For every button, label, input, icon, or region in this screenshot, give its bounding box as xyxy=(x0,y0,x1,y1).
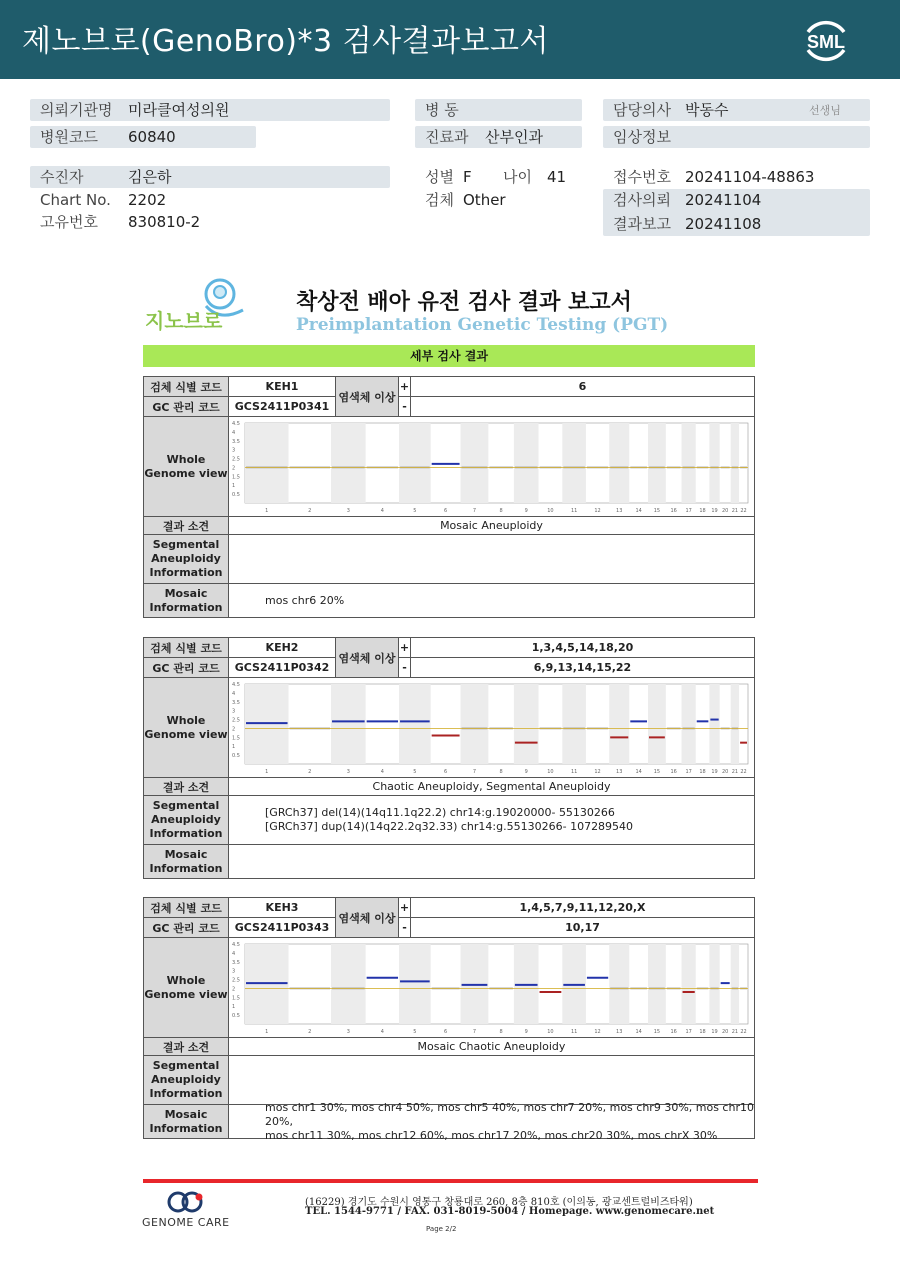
footer-contact: TEL. 1544-9771 / FAX. 031-8019-5004 / Homepage. www.genomecare.net xyxy=(305,1206,715,1217)
chromosome-tick-label: 15 xyxy=(653,769,661,775)
hospital-code-row: 병원코드 60840 xyxy=(40,128,176,146)
chromosome-band xyxy=(682,944,696,1024)
genome-chart-svg xyxy=(229,938,754,1038)
whole-genome-chart xyxy=(229,938,754,1038)
chromosome-band xyxy=(648,423,666,503)
chromosome-tick-label: 7 xyxy=(472,508,477,514)
report-main-title: 착상전 배아 유전 검사 결과 보고서 xyxy=(296,290,632,315)
chromosome-tick-label: 14 xyxy=(635,508,642,514)
doctor-row: 담당의사 박동수 선생님 xyxy=(603,99,870,121)
chromosome-tick-label: 16 xyxy=(670,769,677,775)
y-tick-label: 2.5 xyxy=(232,977,240,984)
chromosome-tick-label: 16 xyxy=(670,1029,677,1035)
department-value: 산부인과 xyxy=(485,128,543,146)
chromosome-band xyxy=(331,423,366,503)
chromosome-tick-label: 20 xyxy=(721,1029,729,1035)
chrom-abnormal-label: 염색체 이상 xyxy=(336,638,399,678)
chromosome-tick-label: 3 xyxy=(346,769,350,775)
chromosome-band xyxy=(461,684,489,764)
gc-code-value: GCS2411P0343 xyxy=(229,918,336,938)
gain-chromosomes: 1,3,4,5,14,18,20 xyxy=(411,638,754,658)
chromosome-tick-label: 2 xyxy=(308,508,312,514)
request-date-value: 20241104 xyxy=(685,191,762,209)
chromosome-tick-label: 6 xyxy=(444,1029,448,1035)
sample-id-value: KEH3 xyxy=(229,898,336,918)
mosaic-value: mos chr1 30%, mos chr4 50%, mos chr5 40%, mos chr7 20%, mos chr9 30%, mos chr10 20%, mos chr11 30%, mos chr12 60%, mos chr17 20%, mos chr20 30%, mos chrX 30% xyxy=(265,1100,754,1142)
chromosome-tick-label: 21 xyxy=(731,1029,739,1035)
chromosome-tick-label: 18 xyxy=(699,508,706,514)
chromosome-tick-label: 22 xyxy=(740,1029,747,1035)
chromosome-tick-label: 3 xyxy=(346,1029,350,1035)
chromosome-tick-label: 13 xyxy=(616,508,623,514)
specimen-value: Other xyxy=(463,191,506,209)
sample-id-label: 검체 식별 코드 xyxy=(144,638,229,658)
mosaic-label: Mosaic Information xyxy=(144,1105,229,1138)
report-date-value: 20241108 xyxy=(685,215,762,233)
mosaic-label: Mosaic Information xyxy=(144,845,229,878)
gc-code-label: GC 관리 코드 xyxy=(144,397,229,417)
chromosome-tick-label: 10 xyxy=(547,1029,554,1035)
sample-table xyxy=(143,637,755,879)
y-tick-label: 2.5 xyxy=(232,717,240,724)
chromosome-tick-label: 15 xyxy=(653,1029,661,1035)
loss-chromosomes: 10,17 xyxy=(411,918,754,938)
chromosome-tick-label: 11 xyxy=(570,508,578,514)
chrom-abnormal-label: 염색체 이상 xyxy=(336,898,399,938)
chromosome-band xyxy=(331,684,366,764)
y-tick-label: 3.5 xyxy=(232,959,240,966)
y-tick-label: 1 xyxy=(232,744,236,751)
doctor-value: 박동수 xyxy=(685,101,729,119)
gain-chromosomes: 1,4,5,7,9,11,12,20,X xyxy=(411,898,754,918)
chromosome-tick-label: 4 xyxy=(380,508,384,514)
chromosome-tick-label: 17 xyxy=(685,1029,692,1035)
chromosome-tick-label: 6 xyxy=(444,508,448,514)
chromosome-tick-label: 10 xyxy=(547,769,554,775)
chromosome-band xyxy=(514,423,539,503)
genome-chart-svg xyxy=(229,417,754,517)
chromosome-band xyxy=(731,944,739,1024)
sample-id-value: KEH1 xyxy=(229,377,336,397)
sample-id-label: 검체 식별 코드 xyxy=(144,898,229,918)
chromosome-band xyxy=(331,944,366,1024)
mosaic-value xyxy=(229,845,754,878)
y-tick-label: 4.5 xyxy=(232,421,240,427)
chromosome-band xyxy=(609,684,629,764)
gc-code-label: GC 관리 코드 xyxy=(144,918,229,938)
mosaic-label: Mosaic Information xyxy=(144,584,229,617)
segmental-label: Segmental Aneuploidy Information xyxy=(144,1056,229,1105)
result-label: 결과 소견 xyxy=(144,517,229,535)
y-tick-label: 4 xyxy=(232,429,236,436)
page-number: Page 2/2 xyxy=(426,1225,457,1233)
chromosome-tick-label: 18 xyxy=(699,769,706,775)
patient-row: 수진자 김은하 xyxy=(40,168,172,186)
y-tick-label: 3.5 xyxy=(232,699,240,706)
loss-sign: - xyxy=(399,918,411,938)
chromosome-tick-label: 19 xyxy=(711,1029,718,1035)
chromosome-tick-label: 18 xyxy=(699,1029,706,1035)
chromosome-band xyxy=(514,684,539,764)
chromosome-tick-label: 9 xyxy=(524,1029,528,1035)
y-tick-label: 2 xyxy=(232,726,236,733)
chromosome-tick-label: 19 xyxy=(711,508,718,514)
chromosome-tick-label: 3 xyxy=(346,508,350,514)
y-tick-label: 0.5 xyxy=(232,1013,240,1020)
chromosome-band xyxy=(709,423,719,503)
segmental-label: Segmental Aneuploidy Information xyxy=(144,535,229,584)
chromosome-band xyxy=(682,684,696,764)
gc-code-value: GCS2411P0342 xyxy=(229,658,336,678)
chromosome-band xyxy=(648,944,666,1024)
doctor-suffix: 선생님 xyxy=(809,104,841,117)
chromosome-tick-label: 11 xyxy=(570,1029,578,1035)
chromosome-band xyxy=(648,684,666,764)
chromosome-band xyxy=(461,423,489,503)
specimen-row: 검체 Other xyxy=(425,191,506,209)
chromosome-tick-label: 6 xyxy=(444,769,448,775)
chromosome-band xyxy=(562,684,586,764)
genome-care-name: GENOME CARE xyxy=(142,1216,230,1229)
chromosome-tick-label: 1 xyxy=(265,769,269,775)
result-value: Chaotic Aneuploidy, Segmental Aneuploidy xyxy=(229,778,754,796)
sample-table xyxy=(143,376,755,618)
chromosome-tick-label: 20 xyxy=(721,508,729,514)
result-value: Mosaic Aneuploidy xyxy=(229,517,754,535)
chromosome-tick-label: 5 xyxy=(413,1029,417,1035)
y-tick-label: 0.5 xyxy=(232,492,240,499)
chromosome-tick-label: 7 xyxy=(472,769,477,775)
sml-logo xyxy=(796,10,856,70)
gc-code-value: GCS2411P0341 xyxy=(229,397,336,417)
report-header xyxy=(0,0,900,79)
y-tick-label: 2 xyxy=(232,465,236,472)
y-tick-label: 2 xyxy=(232,986,236,993)
sml-logo-text: SML xyxy=(807,32,845,52)
unique-no-value: 830810-2 xyxy=(128,213,201,231)
y-tick-label: 1.5 xyxy=(232,995,240,1002)
chart-no-value: 2202 xyxy=(128,191,167,209)
sample-id-label: 검체 식별 코드 xyxy=(144,377,229,397)
sample-table xyxy=(143,897,755,1142)
receipt-no-row: 접수번호 20241104-48863 xyxy=(613,168,815,186)
institution-row: 의뢰기관명 미라클여성의원 xyxy=(40,101,230,119)
y-tick-label: 3 xyxy=(232,708,236,715)
chromosome-band xyxy=(399,944,431,1024)
request-date-row: 검사의뢰 20241104 xyxy=(613,191,762,209)
hospital-code-value: 60840 xyxy=(128,128,176,146)
chromosome-tick-label: 12 xyxy=(594,769,601,775)
chromosome-tick-label: 1 xyxy=(265,508,269,514)
chromosome-tick-label: 20 xyxy=(721,769,729,775)
chromosome-band xyxy=(682,423,696,503)
chromosome-band xyxy=(709,684,719,764)
y-tick-label: 3 xyxy=(232,968,236,975)
y-tick-label: 4 xyxy=(232,950,236,957)
y-tick-label: 2.5 xyxy=(232,456,240,463)
age-value: 41 xyxy=(547,168,567,186)
chromosome-tick-label: 22 xyxy=(740,508,747,514)
chromosome-tick-label: 13 xyxy=(616,769,623,775)
y-tick-label: 1.5 xyxy=(232,735,240,742)
chromosome-band xyxy=(609,944,629,1024)
result-label: 결과 소견 xyxy=(144,778,229,796)
y-tick-label: 3 xyxy=(232,447,236,454)
loss-chromosomes xyxy=(411,397,754,417)
loss-sign: - xyxy=(399,397,411,417)
patient-name: 김은하 xyxy=(128,168,172,186)
clinical-info-row: 임상정보 xyxy=(613,128,671,146)
chromosome-tick-label: 2 xyxy=(308,1029,312,1035)
chromosome-band xyxy=(562,423,586,503)
institution-value: 미라클여성의원 xyxy=(128,101,230,119)
chromosome-tick-label: 17 xyxy=(685,769,692,775)
chromosome-band xyxy=(399,423,431,503)
chromosome-tick-label: 21 xyxy=(731,508,739,514)
segmental-value xyxy=(229,1056,754,1105)
chromosome-tick-label: 13 xyxy=(616,1029,623,1035)
gain-chromosomes: 6 xyxy=(411,377,754,397)
y-tick-label: 4 xyxy=(232,690,236,697)
chromosome-tick-label: 8 xyxy=(499,1029,503,1035)
chrom-abnormal-label: 염색체 이상 xyxy=(336,377,399,417)
chromosome-tick-label: 16 xyxy=(670,508,677,514)
whole-genome-label: Whole Genome view xyxy=(144,417,229,517)
y-tick-label: 1.5 xyxy=(232,474,240,481)
chromosome-tick-label: 7 xyxy=(472,1029,477,1035)
chromosome-band xyxy=(609,423,629,503)
chromosome-tick-label: 14 xyxy=(635,1029,642,1035)
gain-sign: + xyxy=(399,898,411,918)
chromosome-tick-label: 1 xyxy=(265,1029,269,1035)
sex-age-row: 성별 F 나이 41 xyxy=(425,168,567,186)
chromosome-tick-label: 17 xyxy=(685,508,692,514)
chromosome-tick-label: 19 xyxy=(711,769,718,775)
result-label: 결과 소견 xyxy=(144,1038,229,1056)
chromosome-tick-label: 12 xyxy=(594,1029,601,1035)
chromosome-band xyxy=(245,423,289,503)
genome-chart-svg xyxy=(229,678,754,778)
loss-sign: - xyxy=(399,658,411,678)
footer-divider xyxy=(143,1179,758,1183)
chromosome-tick-label: 4 xyxy=(380,769,384,775)
chromosome-tick-label: 5 xyxy=(413,769,417,775)
gc-code-label: GC 관리 코드 xyxy=(144,658,229,678)
department-row: 진료과 산부인과 xyxy=(425,128,543,146)
chromosome-tick-label: 14 xyxy=(635,769,642,775)
chromosome-tick-label: 9 xyxy=(524,769,528,775)
receipt-no-value: 20241104-48863 xyxy=(685,168,815,186)
whole-genome-label: Whole Genome view xyxy=(144,678,229,778)
chromosome-tick-label: 8 xyxy=(499,508,503,514)
y-tick-label: 1 xyxy=(232,483,236,490)
segmental-label: Segmental Aneuploidy Information xyxy=(144,796,229,845)
report-subtitle: Preimplantation Genetic Testing (PGT) xyxy=(296,315,669,335)
segmental-value: [GRCh37] del(14)(14q11.1q22.2) chr14:g.19020000- 55130266 [GRCh37] dup(14)(14q22.2q32.33) chr14:g.55130266- 107289540 xyxy=(229,796,754,845)
chromosome-tick-label: 11 xyxy=(570,769,578,775)
chromosome-tick-label: 10 xyxy=(547,508,554,514)
y-tick-label: 4.5 xyxy=(232,682,240,688)
whole-genome-label: Whole Genome view xyxy=(144,938,229,1038)
chromosome-tick-label: 2 xyxy=(308,769,312,775)
chromosome-band xyxy=(731,423,739,503)
chromosome-band xyxy=(399,684,431,764)
chromosome-band xyxy=(731,684,739,764)
gain-sign: + xyxy=(399,638,411,658)
chromosome-tick-label: 8 xyxy=(499,769,503,775)
loss-chromosomes: 6,9,13,14,15,22 xyxy=(411,658,754,678)
ward-row: 병 동 xyxy=(425,101,459,119)
y-tick-label: 0.5 xyxy=(232,753,240,760)
unique-no-row: 고유번호 830810-2 xyxy=(40,213,201,231)
chromosome-tick-label: 21 xyxy=(731,769,739,775)
chromosome-tick-label: 5 xyxy=(413,508,417,514)
chromosome-tick-label: 15 xyxy=(653,508,661,514)
whole-genome-chart xyxy=(229,417,754,517)
chromosome-tick-label: 12 xyxy=(594,508,601,514)
segmental-value xyxy=(229,535,754,584)
report-date-row: 결과보고 20241108 xyxy=(613,215,762,233)
section-title: 세부 검사 결과 xyxy=(143,345,755,367)
whole-genome-chart xyxy=(229,678,754,778)
y-tick-label: 3.5 xyxy=(232,438,240,445)
sex-value: F xyxy=(463,168,472,186)
gain-sign: + xyxy=(399,377,411,397)
chromosome-band xyxy=(709,944,719,1024)
report-title: 제노브로(GenoBro)*3 검사결과보고서 xyxy=(22,24,549,59)
footer-address: (16229) 경기도 수원시 영통구 창룡대로 260, 8층 810호 (이의동, 광교센트럴비즈타워) xyxy=(305,1197,693,1208)
result-value: Mosaic Chaotic Aneuploidy xyxy=(229,1038,754,1056)
y-tick-label: 4.5 xyxy=(232,942,240,948)
mosaic-value: mos chr6 20% xyxy=(265,593,345,607)
y-tick-label: 1 xyxy=(232,1004,236,1011)
chromosome-tick-label: 4 xyxy=(380,1029,384,1035)
chart-no-row: Chart No. 2202 xyxy=(40,191,167,209)
genobro-logo xyxy=(143,276,258,336)
chromosome-tick-label: 22 xyxy=(740,769,747,775)
sample-id-value: KEH2 xyxy=(229,638,336,658)
chromosome-tick-label: 9 xyxy=(524,508,528,514)
genobro-logo-text: 지노브로 xyxy=(145,309,223,333)
